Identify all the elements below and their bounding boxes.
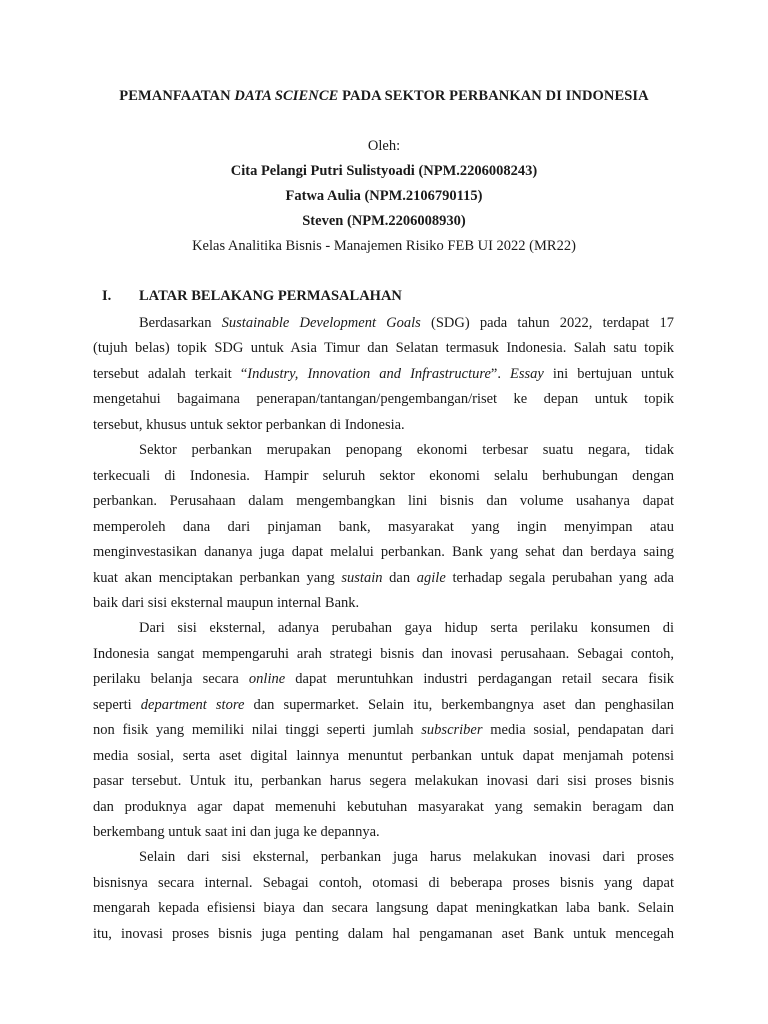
text-segment: pasar tersebut. Untuk itu, perbankan harus segera melakukan inovasi dari sisi proses bisnis [93,773,674,789]
body-line [93,696,674,714]
text-segment: Selain dari sisi eksternal, perbankan juga harus melakukan inovasi dari proses [139,849,674,865]
body-line [93,339,674,357]
body-line [93,365,674,383]
body-line [93,518,674,536]
body-line [93,670,674,688]
text-segment: perilaku belanja secara [93,671,249,687]
text-segment: media sosial, pendapatan dari [482,722,674,738]
text-segment: memperoleh dana dari pinjaman bank, masyarakat yang ingin menyimpan atau [93,519,674,535]
body-line [93,645,674,663]
text-segment: dapat meruntuhkan industri perdagangan retail secara fisik [285,671,674,687]
text-segment: non fisik yang memiliki nilai tinggi seperti jumlah [93,722,422,738]
text-segment: dan [382,570,417,586]
body-line [93,925,674,943]
italic-text: agile [416,570,446,586]
italic-text: sustain [341,570,383,586]
body-line [93,390,674,408]
body-line [93,747,674,765]
author-3: Steven (NPM.2206008930) [302,213,466,229]
text-segment: Dari sisi eksternal, adanya perubahan gaya hidup serta perilaku konsumen di [139,620,674,636]
italic-text: online [248,671,286,687]
body-line [93,569,674,587]
italic-text: Industry, Innovation and Infrastructure [247,366,491,382]
text-segment: dan supermarket. Selain itu, berkembangnya aset dan penghasilan [244,697,674,713]
section-title: LATAR BELAKANG PERMASALAHAN [139,288,402,304]
body-line [93,823,674,841]
text-segment: tersebut adalah terkait “ [93,366,248,382]
body-line [93,772,674,790]
text-segment: menginvestasikan dananya juga dapat melalui perbankan. Bank yang sehat dan berdaya saing [93,544,674,560]
italic-text: Essay [510,366,544,382]
author-2: Fatwa Aulia (NPM.2106790115) [285,188,483,204]
body-line [93,874,674,892]
body-line [93,492,674,510]
body-line [93,467,674,485]
body-line [93,594,674,612]
text-segment: (SDG) pada tahun 2022, terdapat 17 [420,315,674,331]
text-segment: Sektor perbankan merupakan penopang ekonomi terbesar suatu negara, tidak [139,442,674,458]
text-segment: perbankan. Perusahaan dalam mengembangkan lini bisnis dan volume usahanya dapat [93,493,674,509]
author-1: Cita Pelangi Putri Sulistyoadi (NPM.2206008243) [230,163,538,179]
italic-text: Sustainable Development Goals [221,315,421,331]
text-segment: ini bertujuan untuk [543,366,675,382]
body-line [93,899,674,917]
body-line [93,721,674,739]
italic-text: department store [140,697,245,713]
text-segment: baik dari sisi eksternal maupun internal Bank. [93,595,360,611]
text-segment: seperti [93,697,141,713]
class-info: Kelas Analitika Bisnis - Manajemen Risiko FEB UI 2022 (MR22) [192,238,576,254]
body-line [93,798,674,816]
body-line [139,314,674,332]
text-segment: berkembang untuk saat ini dan juga ke depannya. [93,824,380,840]
text-segment: itu, inovasi proses bisnis juga penting dalam hal pengamanan aset Bank untuk mencegah [93,926,674,942]
text-segment: media sosial, serta aset digital lainnya menuntut perbankan untuk dapat menjamah potensi [93,748,674,764]
document-title [0,88,768,105]
text-segment: Berdasarkan [139,315,222,331]
italic-text: subscriber [421,722,483,738]
text-segment: terkecuali di Indonesia. Hampir seluruh sektor ekonomi selalu berhubungan dengan [93,468,674,484]
body-line [93,543,674,561]
text-segment: tersebut, khusus untuk sektor perbankan di Indonesia. [93,417,405,433]
text-segment: Indonesia sangat mempengaruhi arah strategi bisnis dan inovasi perusahaan. Sebagai contoh, [93,646,674,662]
title-italic: DATA SCIENCE [234,88,339,104]
body-line [139,441,674,459]
text-segment: terhadap segala perubahan yang ada [445,570,674,586]
text-segment: kuat akan menciptakan perbankan yang [93,570,342,586]
text-segment: ”. [490,366,510,382]
text-segment: dan produknya agar dapat memenuhi kebutuhan masyarakat yang semakin beragam dan [93,799,674,815]
body-line [93,416,674,434]
body-line [139,619,674,637]
text-segment: bisnisnya secara internal. Sebagai contoh, otomasi di beberapa proses bisnis yang dapat [93,875,674,891]
title-part-2: PADA SEKTOR PERBANKAN DI INDONESIA [338,88,649,104]
body-line [139,848,674,866]
byline-oleh: Oleh: [367,138,401,154]
text-segment: (tujuh belas) topik SDG untuk Asia Timur dan Selatan termasuk Indonesia. Salah satu topik [93,340,674,356]
text-segment: mengarah kepada efisiensi biaya dan secara langsung dapat meningkatkan laba bank. Selain [93,900,674,916]
section-number: I. [102,288,112,304]
title-part-1: PEMANFAATAN [119,88,235,104]
text-segment: mengetahui bagaimana penerapan/tantangan/pengembangan/riset ke depan untuk topik [93,391,674,407]
